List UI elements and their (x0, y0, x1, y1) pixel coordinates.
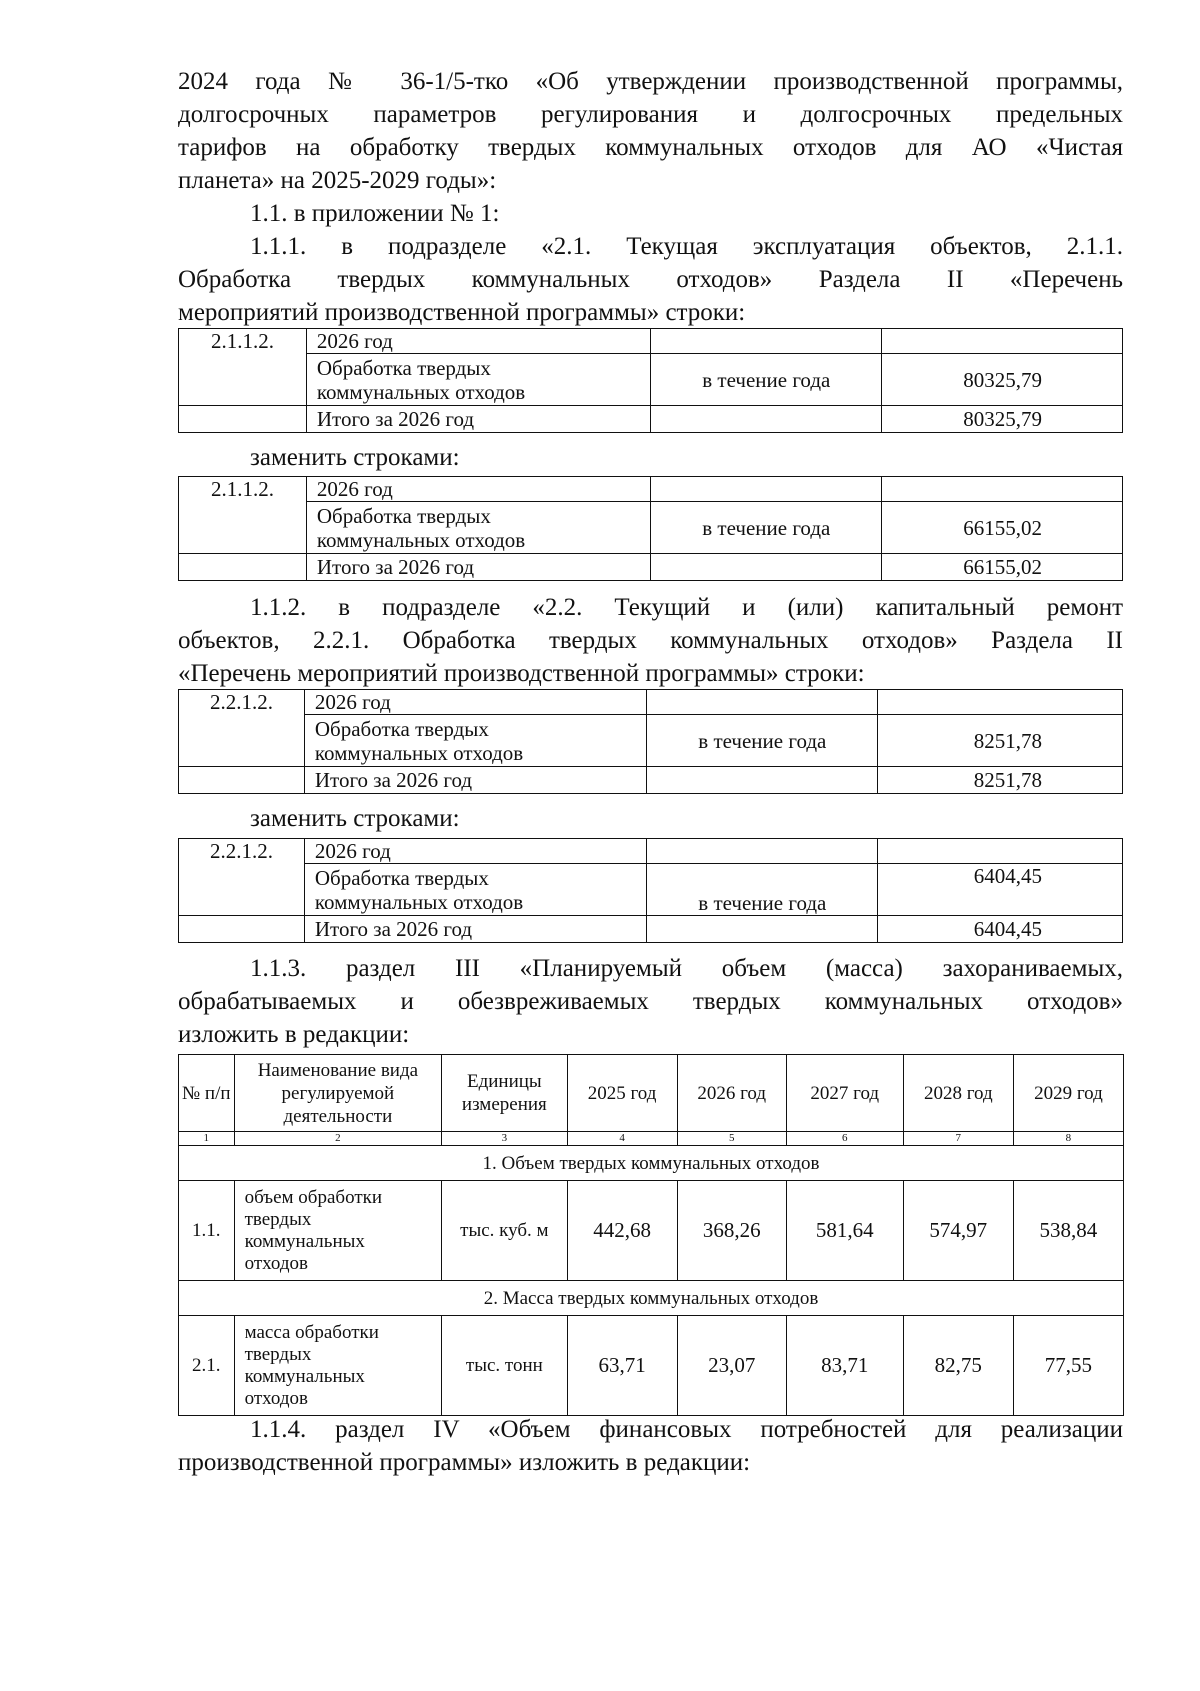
year-cell: 2026 год (304, 690, 647, 715)
row-num: 1.1. (179, 1181, 235, 1281)
header-unit: Единицы измерения (442, 1055, 567, 1132)
table-2-1-1-2-new (178, 476, 1123, 581)
intro-line-1: 2024 года № 36-1/5-тко «Об утверждении производственной программы, (178, 68, 1123, 95)
table-row (179, 864, 1123, 916)
table-row (179, 406, 1123, 433)
code-cell: 2.2.1.2. (179, 690, 305, 767)
value-2025: 442,68 (567, 1181, 677, 1281)
row-num: 2.1. (179, 1316, 235, 1416)
value-2027: 581,64 (786, 1181, 903, 1281)
row-unit: тыс. тонн (442, 1316, 567, 1416)
sec-1-1-1-line-1: 1.1.1. в подразделе «2.1. Текущая эксплуатация объектов, 2.1.1. (250, 233, 1123, 260)
year-cell: 2026 год (306, 477, 651, 502)
sec-1-1-4-line-2: производственной программы» изложить в редакции: (178, 1449, 751, 1476)
sec-1-1-2-line-1: 1.1.2. в подразделе «2.2. Текущий и (или) капитальный ремонт (250, 594, 1123, 621)
name-cell: Обработка твердых коммунальных отходов (304, 715, 647, 767)
sec-1-1-3-line-2: обрабатываемых и обезвреживаемых твердых коммунальных отходов» (178, 988, 1123, 1015)
total-value-cell: 8251,78 (878, 767, 1123, 794)
total-label-cell: Итого за 2026 год (304, 916, 647, 943)
table-row (179, 715, 1123, 767)
section-row (179, 1281, 1124, 1316)
table-row (179, 477, 1123, 502)
planned-volume-table (178, 1054, 1124, 1416)
header-2028: 2028 год (903, 1055, 1013, 1132)
item-1-1: 1.1. в приложении № 1: (250, 200, 500, 227)
header-name: Наименование вида регулируемой деятельности (234, 1055, 442, 1132)
table-row (179, 839, 1123, 864)
header-2025: 2025 год (567, 1055, 677, 1132)
section-row (179, 1146, 1124, 1181)
header-row (179, 1055, 1124, 1132)
table-2-2-1-2-old (178, 689, 1123, 794)
sec-1-1-1-line-3: мероприятий производственной программы» строки: (178, 299, 746, 326)
table-row (179, 767, 1123, 794)
name-cell: Обработка твердых коммунальных отходов (306, 354, 651, 406)
header-2029: 2029 год (1013, 1055, 1123, 1132)
column-number-row: 1 2 3 4 5 6 7 8 (179, 1132, 1124, 1146)
row-name: объем обработки твердых коммунальных отходов (234, 1181, 442, 1281)
year-cell: 2026 год (306, 329, 651, 354)
period-cell: в течение года (651, 502, 882, 554)
total-value-cell: 66155,02 (882, 554, 1123, 581)
sec-1-1-1-line-2: Обработка твердых коммунальных отходов» Раздела II «Перечень (178, 266, 1123, 293)
value-cell: 80325,79 (882, 354, 1123, 406)
period-cell: в течение года (647, 715, 878, 767)
sec-1-1-3-line-1: 1.1.3. раздел III «Планируемый объем (масса) захораниваемых, (250, 955, 1123, 982)
table-row (179, 690, 1123, 715)
sec-1-1-3-line-3: изложить в редакции: (178, 1021, 410, 1048)
value-cell: 66155,02 (882, 502, 1123, 554)
value-cell: 6404,45 (878, 864, 1123, 916)
intro-line-3: тарифов на обработку твердых коммунальных отходов для АО «Чистая (178, 134, 1123, 161)
value-2026: 368,26 (677, 1181, 786, 1281)
total-value-cell: 80325,79 (882, 406, 1123, 433)
period-cell: в течение года (647, 864, 878, 916)
sec-1-1-2-line-2: объектов, 2.2.1. Обработка твердых коммунальных отходов» Раздела II (178, 627, 1123, 654)
value-2025: 63,71 (567, 1316, 677, 1416)
table-row (179, 354, 1123, 406)
value-2028: 574,97 (903, 1181, 1013, 1281)
code-cell: 2.2.1.2. (179, 839, 305, 916)
value-cell: 8251,78 (878, 715, 1123, 767)
intro-line-4: планета» на 2025-2029 годы»: (178, 167, 497, 194)
total-label-cell: Итого за 2026 год (306, 406, 651, 433)
row-name: масса обработки твердых коммунальных отходов (234, 1316, 442, 1416)
total-label-cell: Итого за 2026 год (304, 767, 647, 794)
value-2027: 83,71 (786, 1316, 903, 1416)
table-row (179, 1316, 1124, 1416)
intro-line-2: долгосрочных параметров регулирования и долгосрочных предельных (178, 101, 1123, 128)
period-cell: в течение года (651, 354, 882, 406)
total-value-cell: 6404,45 (878, 916, 1123, 943)
header-2027: 2027 год (786, 1055, 903, 1132)
name-cell: Обработка твердых коммунальных отходов (306, 502, 651, 554)
sec-1-1-2-line-3: «Перечень мероприятий производственной программы» строки: (178, 660, 865, 687)
table-2-1-1-2-old (178, 328, 1123, 433)
section-2-title: 2. Масса твердых коммунальных отходов (179, 1281, 1124, 1316)
table-row (179, 329, 1123, 354)
section-1-title: 1. Объем твердых коммунальных отходов (179, 1146, 1124, 1181)
value-2028: 82,75 (903, 1316, 1013, 1416)
code-cell: 2.1.1.2. (179, 477, 307, 554)
value-2026: 23,07 (677, 1316, 786, 1416)
sec-1-1-4-line-1: 1.1.4. раздел IV «Объем финансовых потребностей для реализации (250, 1416, 1123, 1443)
replace-label: заменить строками: (250, 444, 460, 471)
header-num: № п/п (179, 1055, 235, 1132)
value-2029: 538,84 (1013, 1181, 1123, 1281)
replace-label: заменить строками: (250, 805, 460, 832)
header-2026: 2026 год (677, 1055, 786, 1132)
table-row (179, 554, 1123, 581)
table-row (179, 916, 1123, 943)
value-2029: 77,55 (1013, 1316, 1123, 1416)
name-cell: Обработка твердых коммунальных отходов (304, 864, 647, 916)
total-label-cell: Итого за 2026 год (306, 554, 651, 581)
code-cell: 2.1.1.2. (179, 329, 307, 406)
row-unit: тыс. куб. м (442, 1181, 567, 1281)
table-row (179, 1181, 1124, 1281)
year-cell: 2026 год (304, 839, 647, 864)
table-row (179, 502, 1123, 554)
table-2-2-1-2-new (178, 838, 1123, 943)
